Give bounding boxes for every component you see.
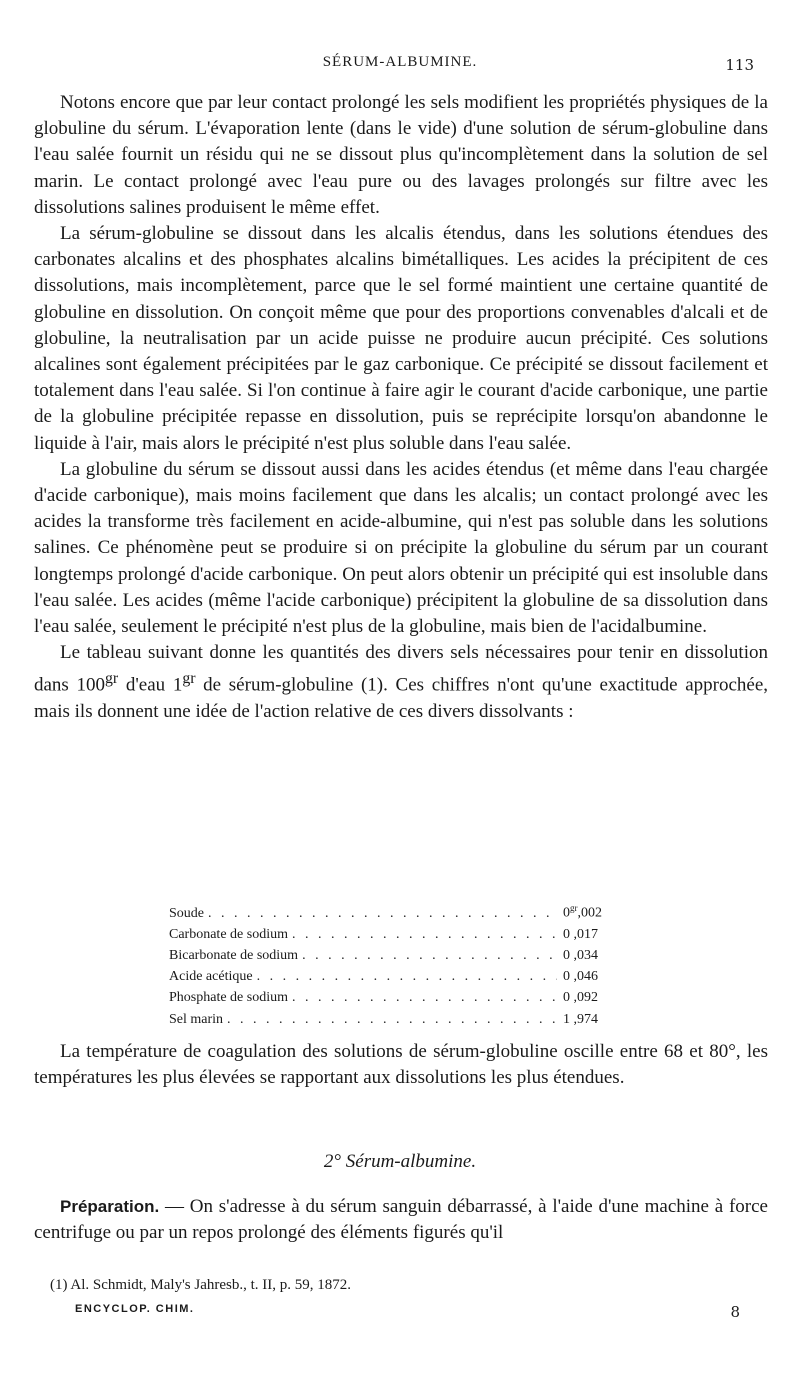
salt-name: Acide acétique — [169, 969, 253, 985]
footer-signature: ENCYCLOP. CHIM. — [75, 1303, 195, 1315]
unit-superscript: gr — [182, 670, 196, 688]
salt-quantity: $0^{gr},002$ — [563, 903, 602, 921]
paragraph: La globuline du sérum se dissout aussi dans les acides étendus (et même dans l'eau chargée d'acide carbonique), mais moins facilement que dans les alcalis; un contact prolongé avec les acides la transforme très facilement en acide-albumine, qui n'est pas soluble dans les solutions salines. Ce phénomène peut se produire si on précipite la globuline du sérum par un courant longtemps prolongé d'acide carbonique. On peut alors obtenir un précipité qui est insoluble dans l'eau salée. Les acides (même l'acide carbonique) précipitent la globuline de sa dissolution dans l'eau salée, seulement le précipité n'est plus de la globuline, mais bien de l'acidalbumine. — [34, 458, 768, 638]
section-title: 2° Sérum-albumine. — [323, 1151, 477, 1172]
intro-text: d'eau 1 — [118, 674, 183, 696]
page-footer — [75, 1303, 754, 1325]
salt-name: Carbonate de sodium — [169, 926, 288, 942]
salt-quantity: 0 ,034 — [563, 948, 598, 964]
salt-quantity: 0 ,017 — [563, 926, 598, 942]
table-row — [169, 924, 625, 945]
table-intro-paragraph — [34, 640, 768, 725]
paragraph: La sérum-globuline se dissout dans les alcalis étendus, dans les solutions étendues des carbonates alcalins et des phosphates alcalins bimétalliques. Les acides la précipitent de ces dissolutions, mais incomplètement, parce que le sel formé maintient une certaine quantité de globuline en dissolution. On conçoit même que pour des proportions convenables d'alcali et de globuline, la neutralisation par un acide puisse ne produire aucun précipité. Ces solutions alcalines sont également précipitées par le gaz carbonique. Ce précipité se dissout facilement et totalement dans l'eau salée. Si l'on continue à faire agir le courant d'acide carbonique, une partie de la globuline précipitée repasse en dissolution, puis se reprécipite lorsqu'on abandonne le liquide à l'air, mais alors le précipité n'est plus soluble dans l'eau salée. — [34, 223, 768, 454]
signature-number: 8 — [730, 1303, 740, 1321]
after-table-text — [34, 1039, 768, 1091]
intro-text: de sérum-globuline (1). Ces chiffres n'ont qu'une exactitude approchée, mais ils donnent une idée de l'action relative de ces divers dissolvants : — [34, 674, 769, 722]
preparation-label: Préparation. — [60, 1197, 160, 1216]
body-text — [34, 90, 768, 725]
salt-name: Bicarbonate de sodium — [169, 948, 299, 964]
salt-name: Soude — [169, 905, 204, 921]
leader-dots — [208, 903, 557, 924]
leader-dots — [292, 924, 557, 945]
leader-dots — [302, 945, 557, 966]
intro-text: Le tableau suivant donne les quantités des divers sels nécessaires pour tenir en dissolution dans 100 — [34, 642, 768, 696]
page-header — [0, 54, 800, 82]
running-head: SÉRUM-ALBUMINE. — [322, 54, 478, 70]
table-row — [169, 898, 625, 924]
page-number: 113 — [725, 56, 754, 74]
preparation-text: — On s'adresse à du sérum sanguin débarrassé, à l'aide d'une machine à force centrifuge ou par un repos prolongé des éléments figurés qu'il — [34, 1196, 768, 1244]
preparation-section — [34, 1194, 768, 1246]
leader-dots — [292, 987, 557, 1008]
table-row — [169, 1009, 625, 1030]
table-row — [169, 945, 625, 966]
salt-quantity: 0 ,092 — [563, 990, 598, 1006]
leader-dots — [257, 966, 557, 987]
table-row — [169, 966, 625, 987]
salt-name: Phosphate de sodium — [169, 990, 288, 1006]
solubility-table — [169, 898, 625, 1030]
leader-dots — [227, 1009, 557, 1030]
salt-quantity: 1 ,974 — [563, 1011, 598, 1027]
paragraph: Notons encore que par leur contact prolongé les sels modifient les propriétés physiques de la globuline du sérum. L'évaporation lente (dans le vide) d'une solution de sérum-globuline dans l'eau salée fournit un résidu qui ne se dissout plus qu'incomplètement dans la solution de sel marin. Le contact prolongé avec l'eau pure ou des lavages prolongés sur filtre avec les dissolutions salines produisent le même effet. — [34, 92, 768, 218]
paragraph: La température de coagulation des solutions de sérum-globuline oscille entre 68 et 80°, les températures les plus élevées se rapportant aux dissolutions les plus étendues. — [34, 1041, 768, 1089]
paragraph — [34, 1194, 768, 1246]
table-row — [169, 987, 625, 1008]
footnote: (1) Al. Schmidt, Maly's Jahresb., t. II, p. 59, 1872. — [50, 1277, 352, 1293]
salt-quantity: 0 ,046 — [563, 969, 598, 985]
unit-superscript: gr — [105, 670, 119, 688]
salt-name: Sel marin — [169, 1011, 224, 1027]
